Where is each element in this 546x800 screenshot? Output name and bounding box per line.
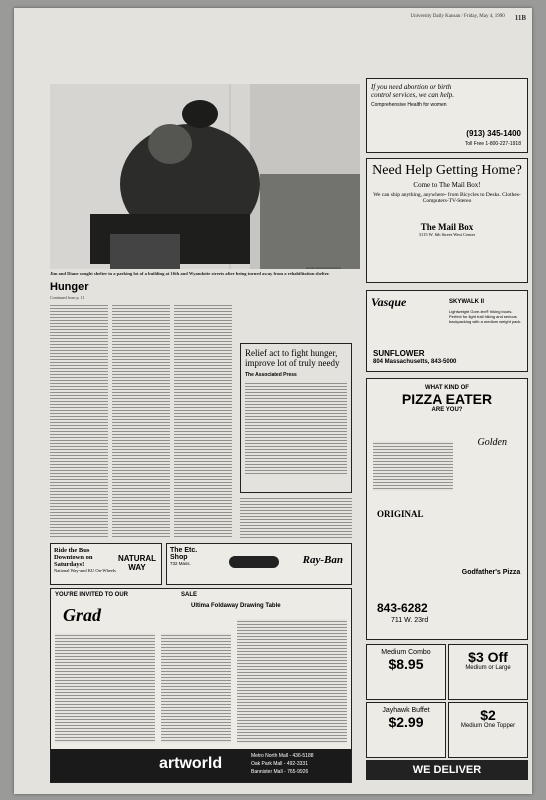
godfathers-pizza-ad: WHAT KIND OF PIZZA EATER ARE YOU? Golden ORIGINAL Godfather's Pizza 843-6282 711 W. 23rd — [366, 378, 528, 640]
story-headline: Hunger — [50, 281, 89, 293]
sidebar-byline: The Associated Press — [245, 372, 297, 378]
page-number: 11B — [514, 14, 526, 22]
story-column-1 — [50, 303, 108, 538]
page-header — [44, 14, 526, 22]
story-column-4 — [240, 496, 352, 538]
story-column-3 — [174, 303, 232, 538]
photo-illustration — [50, 84, 360, 269]
coupon-jayhawk-buffet[interactable]: Jayhawk Buffet $2.99 — [366, 702, 446, 758]
abortion-ad: If you need abortion or birth control services, we can help. Comprehensive Health for women (913) 345-1400 Toll Free 1-800-227-1918 — [366, 78, 528, 153]
paper-dateline: University Daily Kansan / Friday, May 4, 1990 — [410, 14, 505, 19]
news-photo — [50, 84, 360, 269]
bus-ad: Ride the Bus Downtown on Saturdays! National Way-and KU On-Wheels NATURAL WAY — [50, 543, 162, 585]
sidebar-text — [245, 381, 347, 476]
sidebar-title: Relief act to fight hunger, improve lot of truly needy — [245, 348, 340, 368]
photo-caption: Jim and Diane sought shelter in a parking lot of a building at 16th and Wyandotte streets after being turned away from a rehabilitation shelter. — [50, 271, 330, 276]
vasque-ad: Vasque SKYWALK II Lightweight Gore-tex® hiking boots. Perfect for light trail hiking and serious backpacking with a medium weight pack. SUNFLOWER 804 Massachusetts, 843-5000 — [366, 290, 528, 372]
we-deliver-banner: WE DELIVER — [366, 760, 528, 780]
rayban-ad: The Etc. Shop 732 Mass. Ray-Ban — [166, 543, 352, 585]
artworld-ad: YOU'RE INVITED TO OUR Grad SALE Ultima Foldaway Drawing Table artworld Metro North Mall - 436-5188 Oak Park Mall - 492-3331 Bannister Mall - 765-9926 — [50, 588, 352, 783]
sunglasses-icon — [229, 556, 279, 568]
coupon-2-off[interactable]: $2 Medium One Topper — [448, 702, 528, 758]
story-continued: Continued from p. 11 — [50, 295, 85, 300]
artworld-products-left — [55, 633, 155, 743]
photo-credit: Daniel Rudnicki/Kansan — [306, 266, 341, 270]
coupon-medium-combo[interactable]: Medium Combo $8.95 — [366, 644, 446, 700]
pizza-text — [373, 441, 453, 491]
mailbox-ad: Need Help Getting Home? Come to The Mail Box! We can ship anything, anywhere- from Bicycles to Desks. Clothes-Computers-TV-Stereo The Mail Box 3115 W. 6th Street West Center — [366, 158, 528, 283]
relief-act-sidebar — [240, 343, 352, 493]
newspaper-page — [14, 8, 532, 794]
coupon-3-off[interactable]: $3 Off Medium or Large — [448, 644, 528, 700]
story-column-2 — [112, 303, 170, 538]
artworld-products-right — [237, 619, 347, 743]
artworld-products-mid — [161, 633, 231, 743]
